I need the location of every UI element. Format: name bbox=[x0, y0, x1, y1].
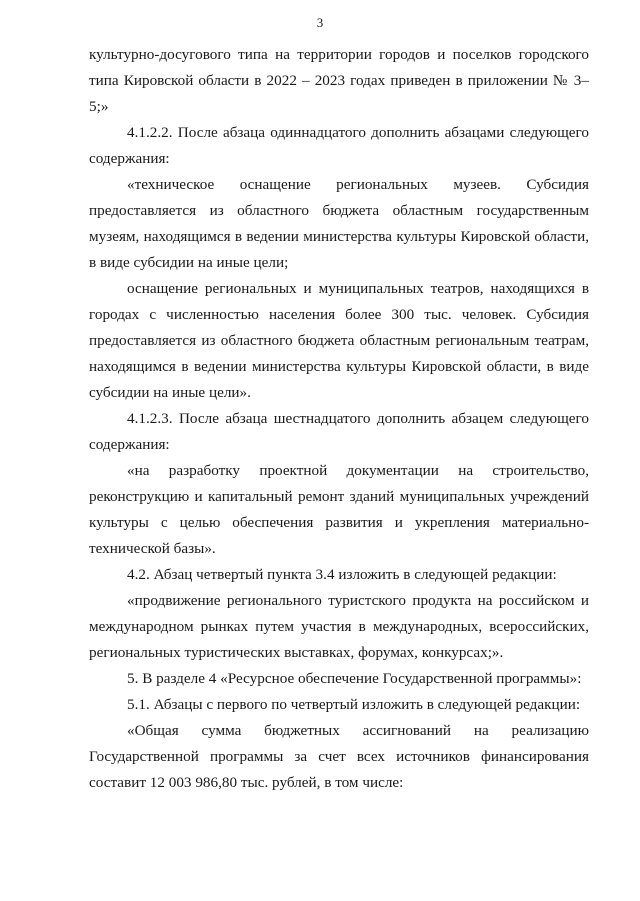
paragraph-tourism: «продвижение регионального туристского продукта на российском и международном рынках путем участия в международных, всероссийских, региональных туристических выставках, форумах, конкурсах;». bbox=[89, 592, 589, 661]
page-number: 3 bbox=[316, 15, 324, 30]
paragraph-theatres: оснащение региональных и муниципальных театров, находящихся в городах с численностью населения более 300 тыс. человек. Субсидия предоставляется из областного бюджета областным региональным театрам, находящимся в ведении министерства культуры Кировской области, в виде субсидии на иные цели». bbox=[89, 280, 589, 401]
paragraph-section-5: 5. В разделе 4 «Ресурсное обеспечение Государственной программы»: bbox=[127, 670, 582, 687]
paragraph-continuation: культурно-досугового типа на территории городов и поселков городского типа Кировской области в 2022 – 2023 годах приведен в приложении № 3–5;» bbox=[89, 46, 589, 115]
paragraph-project-docs: «на разработку проектной документации на строительство, реконструкцию и капитальный ремонт зданий муниципальных учреждений культуры с целью обеспечения развития и укрепления материально-технической базы». bbox=[89, 462, 589, 557]
paragraph-4-2: 4.2. Абзац четвертый пункта 3.4 изложить в следующей редакции: bbox=[127, 566, 557, 583]
document-body bbox=[89, 42, 589, 796]
paragraph-4-1-2-2: 4.1.2.2. После абзаца одиннадцатого дополнить абзацами следующего содержания: bbox=[89, 124, 589, 167]
paragraph-5-1: 5.1. Абзацы с первого по четвертый изложить в следующей редакции: bbox=[127, 696, 581, 713]
paragraph-4-1-2-3: 4.1.2.3. После абзаца шестнадцатого дополнить абзацем следующего содержания: bbox=[89, 410, 589, 453]
paragraph-museums: «техническое оснащение региональных музеев. Субсидия предоставляется из областного бюджета областным государственным музеям, находящимся в ведении министерства культуры Кировской области, в виде субсидии на иные цели; bbox=[89, 176, 589, 271]
paragraph-total-funding: «Общая сумма бюджетных ассигнований на реализацию Государственной программы за счет всех источников финансирования составит 12 003 986,80 тыс. рублей, в том числе: bbox=[89, 722, 589, 791]
